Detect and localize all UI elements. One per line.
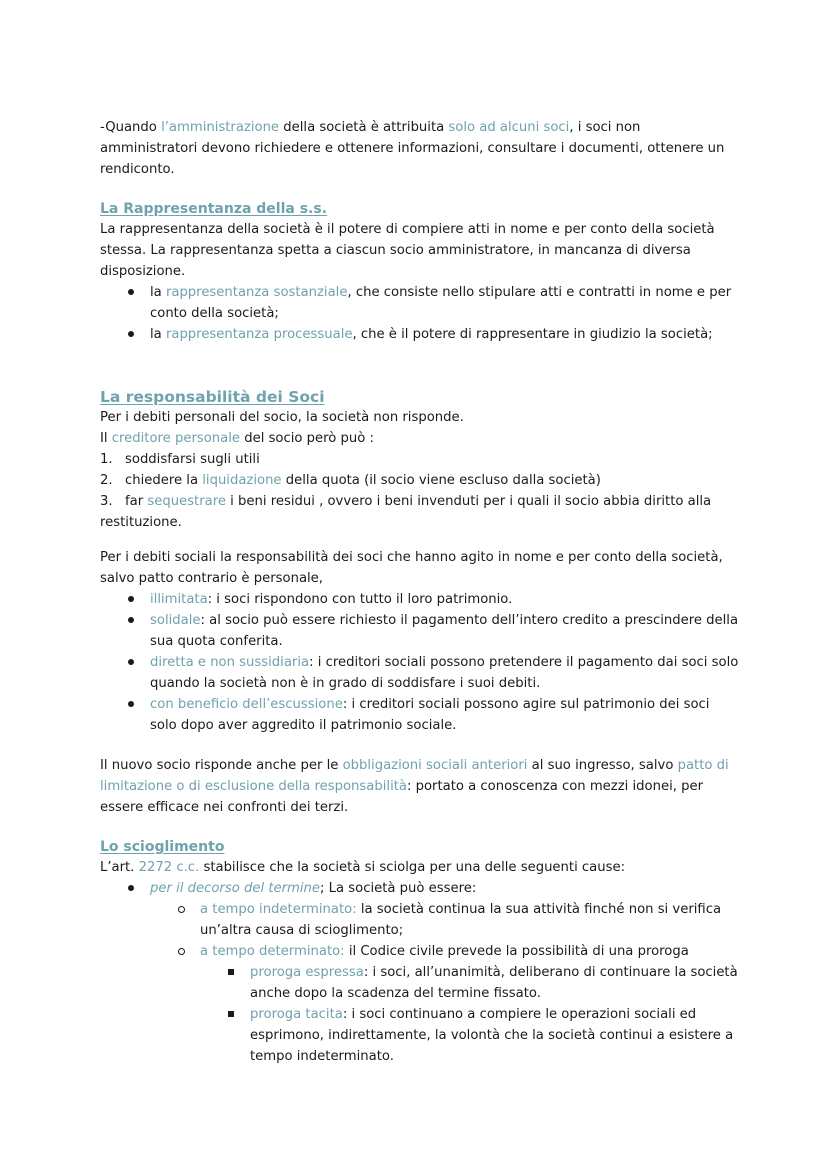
sub-sub-list-item: proroga tacita: i soci continuano a compiere le operazioni sociali ed esprimono, indirettamente, la volontà che la società continui a esistere a tempo indeterminato. bbox=[100, 1004, 740, 1067]
numbered-list bbox=[100, 449, 740, 533]
highlight-term: rappresentanza processuale bbox=[165, 327, 353, 342]
text: , i soci non amministratori devono richiedere e ottenere informazioni, consultare i documenti, ottenere un rendiconto. bbox=[100, 120, 725, 177]
highlight-term: 2272 c.c. bbox=[138, 860, 200, 875]
scioglimento-section bbox=[100, 837, 740, 1067]
highlight-term: illimitata bbox=[150, 592, 208, 607]
paragraph: La rappresentanza della società è il potere di compiere atti in nome e per conto della società stessa. La rappresentanza spetta a ciascun socio amministratore, in mancanza di diversa disposizione. bbox=[100, 222, 715, 279]
sub-sub-list-item: proroga espressa: i soci, all’unanimità, deliberano di continuare la società anche dopo la scadenza del termine fissato. bbox=[100, 962, 740, 1004]
section-heading: La Rappresentanza della s.s. bbox=[100, 201, 328, 217]
intro-paragraph bbox=[100, 117, 740, 180]
highlight-term: proroga espressa bbox=[250, 965, 364, 980]
highlight-term: proroga tacita bbox=[250, 1007, 343, 1022]
responsabilita-section bbox=[100, 387, 740, 533]
list-item: illimitata: i soci rispondono con tutto il loro patrimonio. bbox=[100, 589, 740, 610]
list-item: 2. chiedere la liquidazione della quota (il socio viene escluso dalla società) bbox=[100, 473, 601, 488]
highlight-term: l’amministrazione bbox=[161, 120, 280, 135]
list-item: la rappresentanza sostanziale, che consiste nello stipulare atti e contratti in nome e per conto della società; bbox=[100, 282, 740, 324]
section-heading: Lo scioglimento bbox=[100, 839, 225, 855]
highlight-term: con beneficio dell’escussione bbox=[150, 697, 343, 712]
list-item: 3. far sequestrare i beni residui , ovvero i beni invenduti per i quali il socio abbia diritto alla restituzione. bbox=[100, 494, 712, 530]
highlight-term: liquidazione bbox=[202, 473, 282, 488]
section-heading: La responsabilità dei Soci bbox=[100, 388, 325, 406]
nuovo-socio-section bbox=[100, 755, 740, 818]
text: della società è attribuita bbox=[279, 120, 449, 135]
highlight-term: rappresentanza sostanziale bbox=[165, 285, 348, 300]
list-item: diretta e non sussidiaria: i creditori sociali possono pretendere il pagamento dai soci solo quando la società non è in grado di soddisfare i suoi debiti. bbox=[100, 652, 740, 694]
highlight-term: patto di limitazione o di esclusione della responsabilità bbox=[100, 758, 729, 794]
intro-section bbox=[100, 117, 740, 180]
list-item: solidale: al socio può essere richiesto il pagamento dell’intero credito a prescindere della sua quota conferita. bbox=[100, 610, 740, 652]
highlight-term: obbligazioni sociali anteriori bbox=[342, 758, 528, 773]
highlight-term: diretta e non sussidiaria bbox=[150, 655, 310, 670]
list-item: la rappresentanza processuale, che è il potere di rappresentare in giudizio la società; bbox=[100, 324, 740, 345]
sub-list-item: a tempo indeterminato: la società continua la sua attività finché non si verifica un’altra causa di scioglimento; bbox=[100, 899, 740, 941]
list-item: per il decorso del termine; La società può essere: bbox=[100, 878, 740, 899]
bullet-list bbox=[100, 878, 740, 1067]
paragraph: Il creditore personale del socio però può : bbox=[100, 431, 374, 446]
rappresentanza-section bbox=[100, 199, 740, 345]
paragraph: L’art. 2272 c.c. stabilisce che la società si sciolga per una delle seguenti cause: bbox=[100, 860, 626, 875]
list-item: con beneficio dell’escussione: i creditori sociali possono agire sul patrimonio dei soci solo dopo aver aggredito il patrimonio sociale. bbox=[100, 694, 740, 736]
highlight-term: creditore personale bbox=[111, 431, 241, 446]
paragraph: Il nuovo socio risponde anche per le obbligazioni sociali anteriori al suo ingresso, salvo patto di limitazione o di esclusione della responsabilità: portato a conoscenza con mezzi idonei, per essere efficace nei confronti dei terzi. bbox=[100, 758, 729, 815]
paragraph: Per i debiti sociali la responsabilità dei soci che hanno agito in nome e per conto della società, salvo patto contrario è personale, bbox=[100, 550, 723, 586]
highlight-term: per il decorso del termine bbox=[150, 881, 321, 896]
list-item: 1. soddisfarsi sugli utili bbox=[100, 452, 260, 467]
bullet-list bbox=[100, 282, 740, 345]
bullet-list bbox=[100, 589, 740, 736]
highlight-term: a tempo determinato: bbox=[200, 944, 345, 959]
text: -Quando bbox=[100, 120, 162, 135]
debiti-sociali-section bbox=[100, 547, 740, 736]
highlight-term: solo ad alcuni soci bbox=[448, 120, 570, 135]
highlight-term: sequestrare bbox=[147, 494, 226, 509]
highlight-term: a tempo indeterminato: bbox=[200, 902, 357, 917]
sub-list-item: a tempo determinato: il Codice civile prevede la possibilità di una proroga bbox=[100, 941, 740, 962]
paragraph: Per i debiti personali del socio, la società non risponde. bbox=[100, 410, 464, 425]
highlight-term: solidale bbox=[150, 613, 201, 628]
